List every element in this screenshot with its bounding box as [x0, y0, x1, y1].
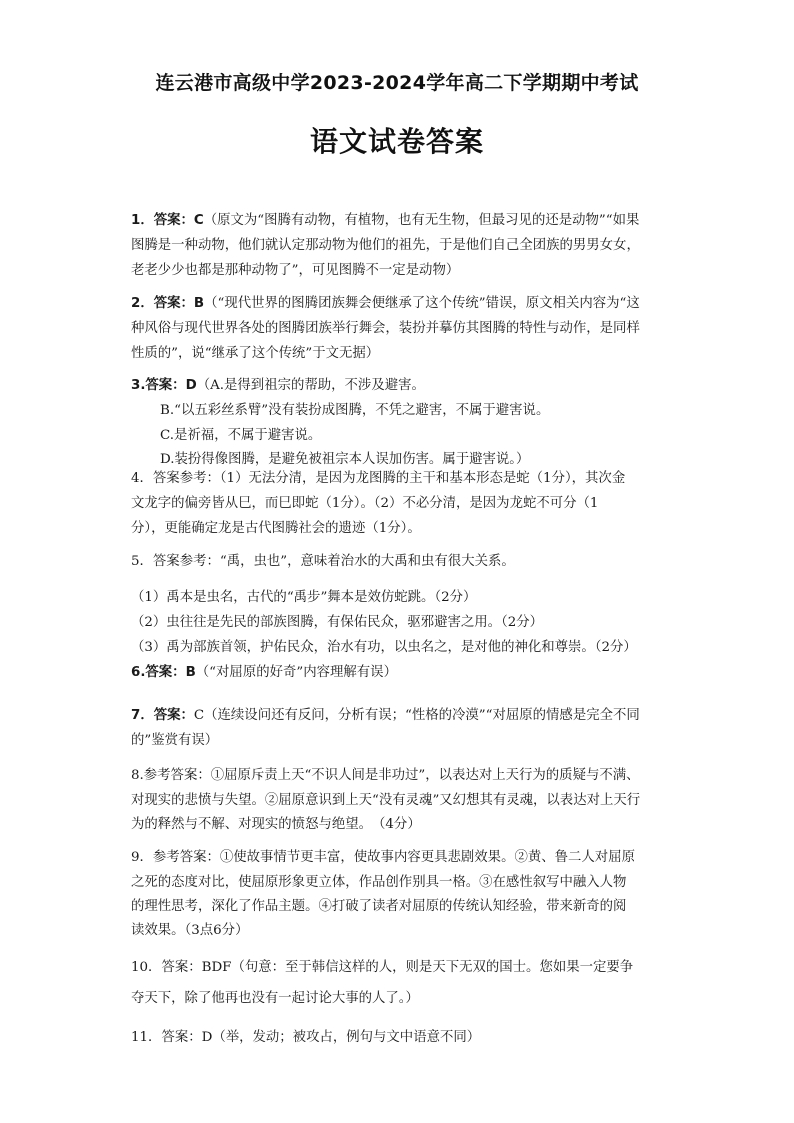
answer-line: 为的释然与不解、对现实的愤怒与绝望。 （4分） [131, 817, 421, 832]
answer-line: 之死的态度对比，使屈原形象更立体，作品创作别具一格。③在感性叙写中融入人物 [131, 875, 627, 890]
answer-line: 的理性思考，深化了作品主题。④打破了读者对屈原的传统认知经验，带来新奇的阅 [131, 899, 627, 914]
answer-line: 图腾是一种动物，他们就认定那动物为他们的祖先，于是他们自己全团族的男男女女， [131, 238, 640, 253]
answer-line [131, 660, 663, 685]
answer-label: 7．答案： [131, 708, 194, 723]
answer-line: 10．答案：BDF（句意：至于韩信这样的人，则是天下无双的国士。您如果一定要争 [131, 960, 634, 975]
answer-line: （2）虫往往是先民的部族图腾，有保佑民众，驱邪避害之用。（2分） [131, 615, 544, 630]
answer-line: C.是祈福，不属于避害说。 [160, 428, 322, 443]
exam-subtitle: 语文试卷答案 [309, 125, 484, 158]
answer-line: 种风俗与现代世界各处的图腾团族举行舞会，装扮并摹仿其图腾的特性与动作，是同样 [131, 321, 640, 336]
answer-label: 6.答案：B [131, 665, 196, 680]
answer-line: 文龙字的偏旁皆从巳，而巳即蛇（1分）。（2）不必分清，是因为龙蛇不可分（1 [131, 496, 599, 511]
answer-line: 对现实的悲愤与失望。②屈原意识到上天“没有灵魂”又幻想其有灵魂，以表达对上天行 [131, 793, 641, 808]
answer-line: （3）禹为部族首领，护佑民众，治水有功，以虫名之，是对他的神化和尊崇。（2分） [131, 640, 637, 655]
answer-line: （1）禹本是虫名，古代的“禹步”舞本是效仿蛇跳。（2分） [131, 590, 477, 605]
answer-text: C（连续设问还有反问，分析有误；“性格的冷漠”“对屈原的情感是完全不同 [193, 708, 640, 723]
answer-line: 9．参考答案：①使故事情节更丰富，使故事内容更具悲剧效果。②黄、鲁二人对屈原 [131, 850, 635, 865]
answer-line: 4．答案参考：（1）无法分清，是因为龙图腾的主干和基本形态是蛇（1分），其次金 [131, 471, 626, 486]
answer-line: 5．答案参考：“禹，虫也”，意味着治水的大禹和虫有很大关系。 [131, 554, 515, 569]
answer-line: 性质的”，说“继承了这个传统”于文无据） [131, 346, 380, 361]
answer-line: D.装扮得像图腾，是避免被祖宗本人误加伤害。属于避害说。） [160, 452, 530, 467]
answer-label: 2．答案：B [131, 296, 205, 311]
answer-line: 的”鉴赏有误） [131, 733, 219, 748]
answer-label: 1．答案：C [131, 213, 204, 228]
answer-line: 夺天下，除了他再也没有一起讨论大事的人了。） [131, 991, 419, 1006]
answer-text: （“现代世界的图腾团族舞会便继承了这个传统”错误，原文相关内容为“这 [204, 296, 640, 311]
answer-text: （“对屈原的好奇”内容理解有误） [195, 665, 397, 680]
answer-line: 8.参考答案：①屈原斥责上天“不识人间是非功过”，以表达对上天行为的质疑与不满、 [131, 768, 640, 783]
answer-text: （A.是得到祖宗的帮助，不涉及避害。 [196, 378, 425, 393]
answer-line: 老老少少也都是那种动物了”，可见图腾不一定是动物） [131, 263, 460, 278]
answer-line: B.“以五彩丝系臂”没有装扮成图腾，不凭之避害，不属于避害说。 [160, 403, 550, 418]
answer-line: 11．答案：D（举，发动；被攻占，例句与文中语意不同） [131, 1030, 481, 1045]
answer-line [131, 208, 663, 233]
answer-text: （原文为“图腾有动物，有植物，也有无生物，但最习见的还是动物”“如果 [203, 213, 640, 228]
answer-line: 分），更能确定龙是古代图腾社会的遗迹（1分）。 [131, 521, 421, 536]
answer-line [131, 703, 663, 728]
exam-title: 连云港市高级中学2023-2024学年高二下学期期中考试 [155, 72, 639, 94]
answer-label: 3.答案：D [131, 378, 197, 393]
answer-line: 读效果。（3点6分） [131, 923, 249, 938]
answer-line [131, 373, 663, 398]
answer-line [131, 291, 663, 316]
